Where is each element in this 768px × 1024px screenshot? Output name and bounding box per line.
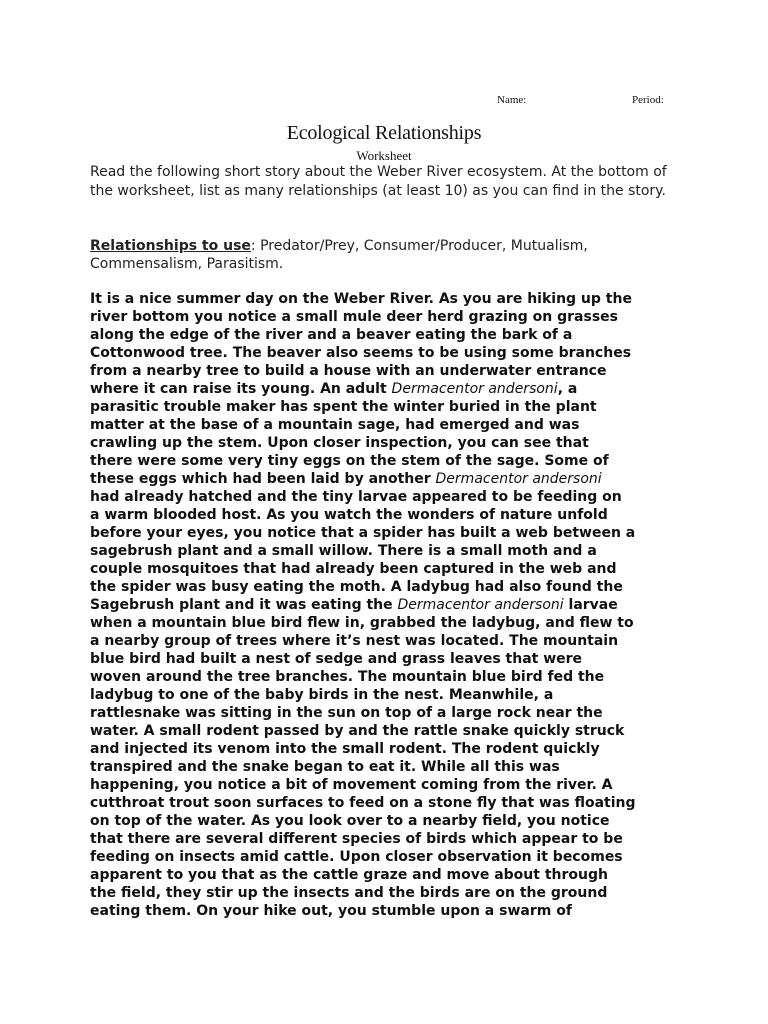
story-line: the spider was busy eating the moth. A ladybug had also found the: [90, 579, 623, 595]
relationships-label: Relationships to use: [90, 238, 251, 254]
page-subtitle: Worksheet: [356, 148, 412, 163]
story-line: there were some very tiny eggs on the stem of the sage. Some of: [90, 453, 609, 469]
story-line: eating them. On your hike out, you stumble upon a swarm of: [90, 903, 572, 919]
story-text: Sagebrush plant and it was eating the: [90, 597, 398, 613]
story-line: a warm blooded host. As you watch the wonders of nature unfold: [90, 507, 608, 523]
story-line: Cottonwood tree. The beaver also seems to be using some branches: [90, 345, 632, 361]
story-line: [90, 596, 690, 614]
story-line: blue bird had built a nest of sedge and grass leaves that were: [90, 651, 583, 667]
story-line: [90, 470, 690, 488]
story-line: before your eyes, you notice that a spider has built a web between a: [90, 525, 636, 541]
story-line: ladybug to one of the baby birds in the nest. Meanwhile, a: [90, 687, 554, 703]
story-line: the field, they stir up the insects and the birds are on the ground: [90, 885, 608, 901]
story-paragraph: [90, 290, 690, 920]
story-line: cutthroat trout soon surfaces to feed on a stone fly that was floating: [90, 795, 636, 811]
relationships-paragraph: [90, 237, 690, 273]
period-label: Period:: [632, 94, 664, 106]
story-line: rattlesnake was sitting in the sun on top of a large rock near the: [90, 705, 603, 721]
story-line: happening, you notice a bit of movement coming from the river. A: [90, 777, 613, 793]
story-line: parasitic trouble maker has spent the winter buried in the plant: [90, 399, 597, 415]
story-line: [90, 380, 690, 398]
story-line: from a nearby tree to build a house with an underwater entrance: [90, 363, 607, 379]
relationships-list-cont: Commensalism, Parasitism.: [90, 256, 284, 272]
story-line: when a mountain blue bird flew in, grabbed the ladybug, and flew to: [90, 615, 634, 631]
story-line: that there are several different species of birds which appear to be: [90, 831, 623, 847]
story-line: It is a nice summer day on the Weber River. As you are hiking up the: [90, 291, 632, 307]
story-text: , a: [557, 381, 578, 397]
story-line: had already hatched and the tiny larvae appeared to be feeding on: [90, 489, 622, 505]
story-line: apparent to you that as the cattle graze and move about through: [90, 867, 608, 883]
story-line: along the edge of the river and a beaver eating the bark of a: [90, 327, 573, 343]
story-line: woven around the tree branches. The mountain blue bird fed the: [90, 669, 605, 685]
species-name: Dermacentor andersoni: [397, 597, 564, 613]
story-line: water. A small rodent passed by and the rattle snake quickly struck: [90, 723, 625, 739]
page-title: Ecological Relationships: [286, 122, 482, 144]
story-text: these eggs which had been laid by another: [90, 471, 436, 487]
story-line: and injected its venom into the small rodent. The rodent quickly: [90, 741, 600, 757]
story-line: a nearby group of trees where it’s nest was located. The mountain: [90, 633, 619, 649]
story-text: larvae: [563, 597, 618, 613]
story-line: crawling up the stem. Upon closer inspection, you can see that: [90, 435, 589, 451]
relationships-list: : Predator/Prey, Consumer/Producer, Mutualism,: [250, 238, 588, 254]
species-name: Dermacentor andersoni: [435, 471, 602, 487]
species-name: Dermacentor andersoni: [391, 381, 558, 397]
story-line: matter at the base of a mountain sage, had emerged and was: [90, 417, 580, 433]
story-line: couple mosquitoes that had already been captured in the web and: [90, 561, 617, 577]
story-line: feeding on insects amid cattle. Upon closer observation it becomes: [90, 849, 623, 865]
story-line: sagebrush plant and a small willow. There is a small moth and a: [90, 543, 597, 559]
story-line: on top of the water. As you look over to a nearby field, you notice: [90, 813, 610, 829]
story-line: transpired and the snake began to eat it. While all this was: [90, 759, 560, 775]
story-line: river bottom you notice a small mule deer herd grazing on grasses: [90, 309, 618, 325]
instructions-paragraph: Read the following short story about the Weber River ecosystem. At the bottom of the worksheet, list as many relationships (at least 10) as you can find in the story.: [90, 164, 667, 199]
name-label: Name:: [497, 94, 527, 106]
story-text: where it can raise its young. An adult: [90, 381, 392, 397]
